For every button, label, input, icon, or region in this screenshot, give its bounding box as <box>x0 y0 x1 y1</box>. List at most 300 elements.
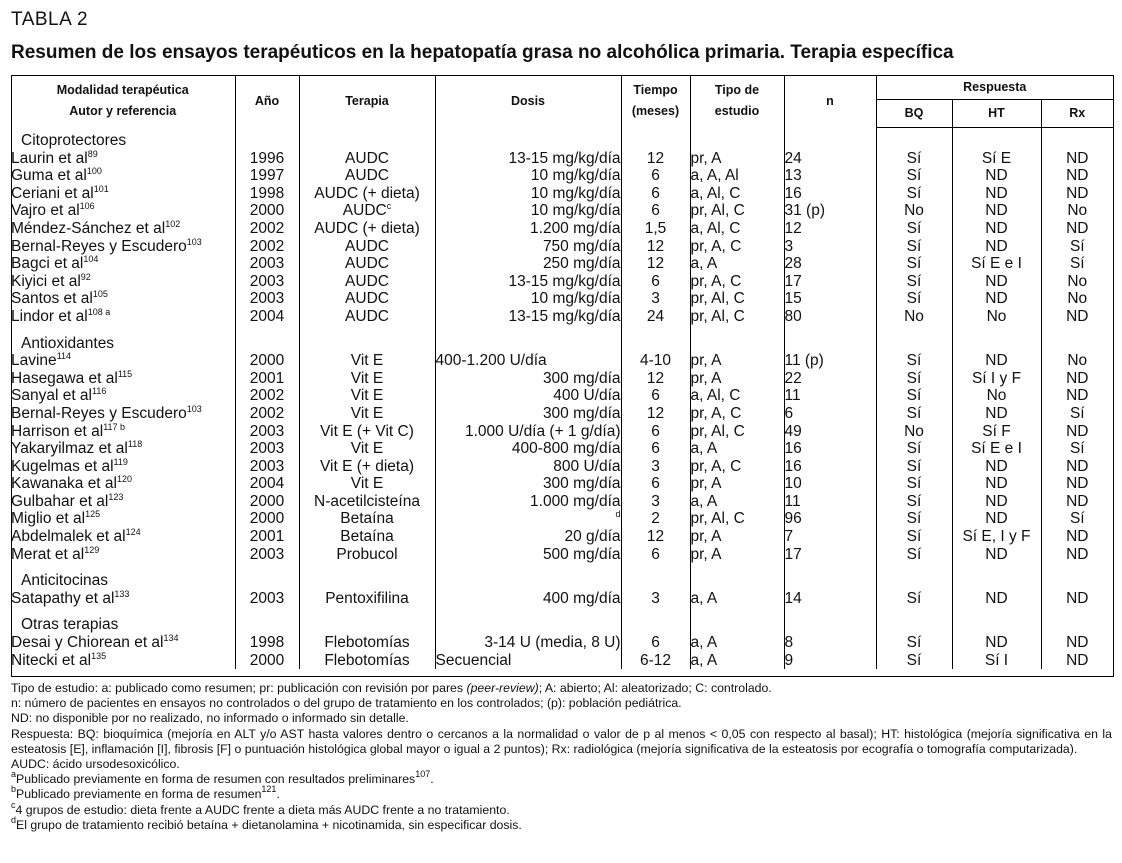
study-type-cell: pr, Al, C <box>690 308 784 326</box>
table-row <box>11 387 1113 405</box>
empty-cell <box>1041 572 1113 590</box>
ht-cell: Sí I <box>952 652 1041 670</box>
dose-cell <box>435 352 621 370</box>
time-cell: 6 <box>621 440 690 458</box>
dose-cell <box>435 458 621 476</box>
therapy-name: N-acetilcisteína <box>314 492 420 510</box>
therapy-name: Betaína <box>340 528 394 546</box>
year-cell: 2003 <box>235 290 299 308</box>
ht-cell: Sí I y F <box>952 370 1041 388</box>
dose-cell <box>435 255 621 273</box>
bq-cell: Sí <box>876 370 952 388</box>
spacer-cell <box>621 326 690 335</box>
empty-cell <box>299 616 435 634</box>
year-cell: 2003 <box>235 458 299 476</box>
table-row <box>11 405 1113 423</box>
dose-cell <box>435 167 621 185</box>
author-name: Méndez-Sánchez et al <box>11 219 166 237</box>
n-cell: 80 <box>784 308 876 326</box>
author-cell <box>11 255 235 273</box>
year-cell: 1998 <box>235 185 299 203</box>
reference-number: 108 a <box>87 306 111 317</box>
table-row <box>11 290 1113 308</box>
rx-cell: ND <box>1041 220 1113 238</box>
author-name: Yakaryilmaz et al <box>11 440 128 458</box>
bq-cell: Sí <box>876 255 952 273</box>
therapy-cell <box>299 652 435 670</box>
author-name: Lindor et al <box>11 307 88 325</box>
therapy-name: Pentoxifilina <box>325 589 409 607</box>
author-name: Abdelmalek et al <box>11 528 126 546</box>
table-row <box>11 220 1113 238</box>
year-cell: 2003 <box>235 440 299 458</box>
spacer-cell <box>235 607 299 616</box>
study-type-cell: a, A, Al <box>690 167 784 185</box>
bq-cell: Sí <box>876 510 952 528</box>
ht-cell: Sí E <box>952 150 1041 168</box>
ht-cell: ND <box>952 458 1041 476</box>
spacer-cell <box>1041 326 1113 335</box>
author-cell <box>11 440 235 458</box>
author-cell <box>11 202 235 220</box>
table-row <box>11 202 1113 220</box>
dose-cell <box>435 493 621 511</box>
note-nd: ND: no disponible por no realizado, no informado o informado sin detalle. <box>11 711 409 726</box>
time-cell: 6 <box>621 185 690 203</box>
spacer-cell <box>876 563 952 572</box>
bq-cell: Sí <box>876 352 952 370</box>
table-row <box>11 370 1113 388</box>
therapy-cell <box>299 255 435 273</box>
table-notes <box>11 681 1112 833</box>
table-row <box>11 423 1113 441</box>
therapy-name: Vit E <box>350 352 384 370</box>
dose-cell <box>435 290 621 308</box>
empty-cell <box>621 335 690 353</box>
year-cell: 2000 <box>235 352 299 370</box>
header-study-type: Tipo de estudio <box>690 75 784 128</box>
n-cell: 24 <box>784 150 876 168</box>
empty-cell <box>299 128 435 150</box>
reference-number: 104 <box>83 254 99 265</box>
year-cell: 2001 <box>235 370 299 388</box>
rx-cell: ND <box>1041 185 1113 203</box>
reference-number: 117 b <box>103 421 126 432</box>
empty-cell <box>690 335 784 353</box>
spacer-cell <box>299 607 435 616</box>
dose-value: 13-15 mg/kg/día <box>508 149 621 167</box>
reference-number: 102 <box>165 218 181 229</box>
study-type-cell: a, A <box>690 493 784 511</box>
dose-footnote-mark: d <box>615 509 621 520</box>
spacer-cell <box>11 326 235 335</box>
therapy-name: Flebotomías <box>324 651 410 669</box>
study-type-cell: a, A <box>690 634 784 652</box>
rx-cell: Sí <box>1041 510 1113 528</box>
year-cell: 2003 <box>235 423 299 441</box>
n-cell: 3 <box>784 238 876 256</box>
study-type-cell: a, A <box>690 652 784 670</box>
author-cell <box>11 352 235 370</box>
n-cell: 96 <box>784 510 876 528</box>
bq-cell: Sí <box>876 440 952 458</box>
table-row <box>11 634 1113 652</box>
therapy-name: AUDC <box>345 149 389 167</box>
n-cell: 11 <box>784 493 876 511</box>
empty-cell <box>299 572 435 590</box>
n-cell: 11 <box>784 387 876 405</box>
author-name: Bernal-Reyes y Escudero <box>11 404 187 422</box>
therapy-cell <box>299 493 435 511</box>
reference-number: 105 <box>92 289 108 300</box>
time-cell: 24 <box>621 308 690 326</box>
dose-cell <box>435 387 621 405</box>
dose-cell <box>435 546 621 564</box>
spacer-cell <box>1041 563 1113 572</box>
author-cell <box>11 405 235 423</box>
dose-value: 10 mg/kg/día <box>530 184 621 202</box>
group-name: Citoprotectores <box>21 131 127 149</box>
empty-cell <box>235 572 299 590</box>
study-type-cell: pr, A <box>690 370 784 388</box>
time-cell: 6-12 <box>621 652 690 670</box>
author-name: Guma et al <box>11 167 87 185</box>
rx-cell: ND <box>1041 308 1113 326</box>
rx-cell: ND <box>1041 458 1113 476</box>
time-cell: 12 <box>621 528 690 546</box>
therapy-cell <box>299 458 435 476</box>
therapy-cell <box>299 475 435 493</box>
author-cell <box>11 308 235 326</box>
group-spacer <box>11 563 1113 572</box>
time-cell: 6 <box>621 475 690 493</box>
dose-cell <box>435 308 621 326</box>
footnote-c: $^c$4 grupos de estudio: dieta frente a AUDC frente a dieta más AUDC frente a no tratamiento. <box>11 799 510 817</box>
dose-cell <box>435 440 621 458</box>
table-row <box>11 652 1113 670</box>
dose-cell <box>435 652 621 670</box>
therapy-name: Vit E <box>350 440 384 458</box>
therapy-cell <box>299 185 435 203</box>
author-cell <box>11 220 235 238</box>
spacer-cell <box>952 563 1041 572</box>
bq-cell: Sí <box>876 238 952 256</box>
spacer-cell <box>11 607 235 616</box>
n-cell: 13 <box>784 167 876 185</box>
bq-cell: Sí <box>876 458 952 476</box>
spacer-cell <box>1041 607 1113 616</box>
author-name: Vajro et al <box>11 202 80 220</box>
n-cell: 14 <box>784 590 876 608</box>
author-name: Satapathy et al <box>11 589 115 607</box>
dose-value: 500 mg/día <box>542 545 621 563</box>
author-name: Laurin et al <box>11 149 88 167</box>
study-type-cell: pr, A, C <box>690 238 784 256</box>
spacer-cell <box>876 326 952 335</box>
spacer-cell <box>299 326 435 335</box>
table-row <box>11 308 1113 326</box>
header-time: Tiempo (meses) <box>621 75 690 128</box>
author-cell <box>11 423 235 441</box>
author-cell <box>11 652 235 670</box>
rx-cell: Sí <box>1041 238 1113 256</box>
empty-cell <box>952 572 1041 590</box>
rx-cell: ND <box>1041 634 1113 652</box>
bq-cell: Sí <box>876 528 952 546</box>
group-name: Otras terapias <box>21 616 119 634</box>
dose-cell <box>435 423 621 441</box>
reference-number: 115 <box>117 368 133 379</box>
dose-value: 300 mg/día <box>542 404 621 422</box>
table-row <box>11 546 1113 564</box>
reference-number: 119 <box>113 456 128 467</box>
table-row <box>11 185 1113 203</box>
rx-cell: ND <box>1041 370 1113 388</box>
dose-value: 300 mg/día <box>542 369 621 387</box>
time-cell: 3 <box>621 290 690 308</box>
reference-number: 125 <box>85 509 101 520</box>
reference-number: 134 <box>163 633 179 644</box>
empty-cell <box>235 335 299 353</box>
therapy-name: Vit E <box>350 387 384 405</box>
study-type-cell: pr, Al, C <box>690 423 784 441</box>
dose-value: 13-15 mg/kg/día <box>508 307 621 325</box>
author-name: Ceriani et al <box>11 184 94 202</box>
spacer-cell <box>690 326 784 335</box>
year-cell: 2003 <box>235 590 299 608</box>
reference-number: 120 <box>117 474 133 485</box>
spacer-cell <box>784 326 876 335</box>
therapy-cell <box>299 290 435 308</box>
therapy-name: AUDC (+ dieta) <box>314 219 420 237</box>
year-cell: 2004 <box>235 475 299 493</box>
bq-cell: Sí <box>876 546 952 564</box>
year-cell: 2003 <box>235 255 299 273</box>
ht-cell: No <box>952 387 1041 405</box>
author-name: Gulbahar et al <box>11 492 109 510</box>
year-cell: 2002 <box>235 405 299 423</box>
author-cell <box>11 387 235 405</box>
table-row <box>11 528 1113 546</box>
dose-value: 800 U/día <box>553 457 621 475</box>
dose-cell <box>435 150 621 168</box>
spacer-cell <box>690 563 784 572</box>
bq-cell: Sí <box>876 652 952 670</box>
spacer-cell <box>621 563 690 572</box>
empty-cell <box>876 572 952 590</box>
header-year: Año <box>235 75 299 128</box>
time-cell: 12 <box>621 255 690 273</box>
spacer-cell <box>952 326 1041 335</box>
author-name: Miglio et al <box>11 510 86 528</box>
ht-cell: ND <box>952 510 1041 528</box>
therapy-trials-table <box>11 75 1113 669</box>
therapy-cell <box>299 220 435 238</box>
rx-cell: ND <box>1041 150 1113 168</box>
spacer-cell <box>952 607 1041 616</box>
reference-number: 135 <box>91 650 107 661</box>
time-cell: 6 <box>621 202 690 220</box>
study-type-cell: a, Al, C <box>690 185 784 203</box>
study-type-cell: a, A <box>690 590 784 608</box>
bq-cell: Sí <box>876 290 952 308</box>
n-cell: 17 <box>784 273 876 291</box>
study-type-cell: pr, A <box>690 528 784 546</box>
reference-number: 89 <box>87 148 98 159</box>
author-name: Sanyal et al <box>11 387 92 405</box>
table-row <box>11 493 1113 511</box>
bq-cell: No <box>876 202 952 220</box>
therapy-cell <box>299 528 435 546</box>
reference-number: 103 <box>186 236 202 247</box>
author-name: Kawanaka et al <box>11 475 117 493</box>
therapy-name: AUDC (+ dieta) <box>314 184 420 202</box>
study-type-cell: pr, A <box>690 546 784 564</box>
header-modality: Modalidad terapéutica Autor y referencia <box>56 83 189 119</box>
study-type-cell: a, Al, C <box>690 220 784 238</box>
year-cell: 2001 <box>235 528 299 546</box>
dose-cell <box>435 370 621 388</box>
bq-cell: Sí <box>876 405 952 423</box>
header-dose: Dosis <box>435 75 621 128</box>
author-cell <box>11 238 235 256</box>
ht-cell: No <box>952 308 1041 326</box>
therapy-name: AUDC <box>345 290 389 308</box>
year-cell: 2002 <box>235 220 299 238</box>
therapy-name: AUDC <box>345 272 389 290</box>
time-cell: 4-10 <box>621 352 690 370</box>
author-cell <box>11 370 235 388</box>
therapy-cell <box>299 634 435 652</box>
author-cell <box>11 590 235 608</box>
ht-cell: ND <box>952 220 1041 238</box>
dose-value: 1.200 mg/día <box>530 219 621 237</box>
author-name: Santos et al <box>11 290 93 308</box>
reference-number: 133 <box>114 588 130 599</box>
time-cell: 6 <box>621 423 690 441</box>
spacer-cell <box>690 607 784 616</box>
author-cell <box>11 458 235 476</box>
study-type-cell: a, A <box>690 255 784 273</box>
dose-cell <box>435 202 621 220</box>
time-cell: 6 <box>621 273 690 291</box>
empty-cell <box>1041 335 1113 353</box>
spacer-cell <box>784 563 876 572</box>
year-cell: 1996 <box>235 150 299 168</box>
empty-cell <box>952 335 1041 353</box>
time-cell: 2 <box>621 510 690 528</box>
rx-cell: ND <box>1041 423 1113 441</box>
table-label: TABLA 2 <box>11 9 89 30</box>
dose-cell <box>435 634 621 652</box>
table-row <box>11 510 1113 528</box>
dose-value: 1.000 mg/día <box>530 492 621 510</box>
author-cell <box>11 528 235 546</box>
note-audc: AUDC: ácido ursodesoxicólico. <box>11 757 180 772</box>
n-cell: 7 <box>784 528 876 546</box>
n-cell: 10 <box>784 475 876 493</box>
time-cell: 6 <box>621 387 690 405</box>
rx-cell: Sí <box>1041 405 1113 423</box>
year-cell: 2000 <box>235 493 299 511</box>
header-bq: BQ <box>876 100 952 128</box>
ht-cell: ND <box>952 352 1041 370</box>
therapy-name: Vit E (+ dieta) <box>319 457 415 475</box>
author-name: Desai y Chiorean et al <box>11 634 164 652</box>
therapy-name: Vit E (+ Vit C) <box>320 422 414 440</box>
rx-cell: ND <box>1041 387 1113 405</box>
empty-cell <box>235 128 299 150</box>
n-cell: 8 <box>784 634 876 652</box>
year-cell: 2000 <box>235 510 299 528</box>
group-name: Anticitocinas <box>21 572 109 590</box>
n-cell: 16 <box>784 440 876 458</box>
n-cell: 11 (p) <box>784 352 876 370</box>
table-row <box>11 458 1113 476</box>
reference-number: 124 <box>125 527 141 538</box>
reference-number: 116 <box>92 386 107 397</box>
bq-cell: Sí <box>876 493 952 511</box>
ht-cell: Sí F <box>952 423 1041 441</box>
spacer-cell <box>435 326 621 335</box>
rx-cell: ND <box>1041 528 1113 546</box>
spacer-cell <box>435 563 621 572</box>
empty-cell <box>1041 616 1113 634</box>
therapy-name: Vit E <box>350 475 384 493</box>
therapy-cell <box>299 273 435 291</box>
dose-value: 750 mg/día <box>542 237 621 255</box>
empty-cell <box>435 572 621 590</box>
author-cell <box>11 273 235 291</box>
n-cell: 6 <box>784 405 876 423</box>
dose-cell <box>435 185 621 203</box>
rx-cell: No <box>1041 202 1113 220</box>
time-cell: 12 <box>621 238 690 256</box>
year-cell: 2000 <box>235 202 299 220</box>
spacer-cell <box>299 563 435 572</box>
author-cell <box>11 167 235 185</box>
therapy-name: AUDC <box>345 237 389 255</box>
therapy-cell <box>299 238 435 256</box>
reference-number: 101 <box>93 183 109 194</box>
table-row <box>11 475 1113 493</box>
ht-cell: ND <box>952 405 1041 423</box>
bq-cell: Sí <box>876 590 952 608</box>
footnote-b: $^b$Publicado previamente en forma de resumen$^{121}$. <box>11 784 280 802</box>
bq-cell: Sí <box>876 185 952 203</box>
empty-cell <box>690 128 784 150</box>
therapy-cell <box>299 590 435 608</box>
author-cell <box>11 546 235 564</box>
spacer-cell <box>621 607 690 616</box>
ht-cell: Sí E e I <box>952 440 1041 458</box>
note-study-type: Tipo de estudio: a: publicado como resumen; pr: publicación con revisión por pares (peer-review); A: abierto; Al: aleatorizado; C: controlado. <box>11 681 772 695</box>
group-spacer <box>11 326 1113 335</box>
n-cell: 15 <box>784 290 876 308</box>
therapy-name: AUDC <box>345 255 389 273</box>
reference-number: 118 <box>127 439 143 450</box>
rx-cell: No <box>1041 273 1113 291</box>
n-cell: 16 <box>784 185 876 203</box>
ht-cell: ND <box>952 634 1041 652</box>
therapy-name: AUDC <box>345 307 389 325</box>
dose-value: 10 mg/kg/día <box>530 290 621 308</box>
therapy-name: AUDC <box>342 202 387 220</box>
spacer-cell <box>435 607 621 616</box>
empty-cell <box>299 335 435 353</box>
therapy-cell <box>299 510 435 528</box>
study-type-cell: pr, A, C <box>690 273 784 291</box>
